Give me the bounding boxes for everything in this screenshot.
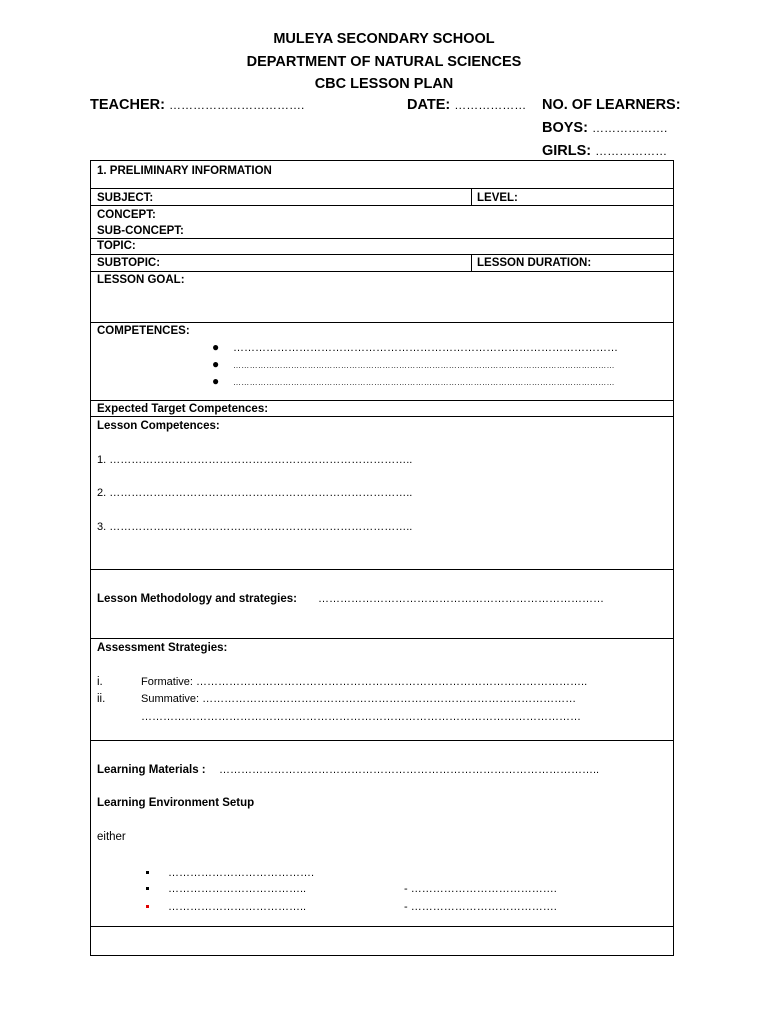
bullet-icon: ● [212, 340, 220, 354]
divider [90, 254, 674, 255]
divider [90, 926, 674, 927]
date-field [407, 97, 526, 113]
bullet-icon [146, 871, 149, 874]
lesson-competence-1[interactable]: 1. ……………………………………………………………………….. [97, 454, 413, 466]
setup-left-3[interactable]: ……………………………….. [168, 901, 307, 913]
girls-value[interactable]: ……………… [595, 144, 668, 158]
teacher-field [90, 97, 304, 113]
divider [90, 638, 674, 639]
divider [90, 400, 674, 401]
setup-right-1[interactable]: - …………………………………. [404, 883, 557, 895]
formative-line[interactable]: Formative: …………………………………………………………………………………………….. [141, 676, 588, 688]
materials-line[interactable]: ………………………………………………………………………………………….. [219, 764, 600, 776]
lesson-competence-3[interactable]: 3. ……………………………………………………………………….. [97, 521, 413, 533]
learners-label: NO. OF LEARNERS: [542, 97, 681, 113]
bullet-icon: ● [212, 374, 220, 388]
competences-label: COMPETENCES: [97, 325, 190, 337]
teacher-label: TEACHER: [90, 97, 165, 113]
boys-label: BOYS: [542, 120, 588, 136]
column-divider [471, 254, 472, 271]
department-name: DEPARTMENT OF NATURAL SCIENCES [246, 54, 522, 70]
divider [90, 569, 674, 570]
summative-number: ii. [97, 693, 106, 705]
teacher-value[interactable]: ……………………………. [168, 98, 305, 112]
lesson-duration-label[interactable]: LESSON DURATION: [477, 257, 592, 269]
level-label[interactable]: LEVEL: [477, 192, 518, 204]
divider [90, 188, 674, 189]
competence-line-3[interactable]: ………………………………………………………………………………………………………………………… [233, 378, 615, 387]
methodology-label: Lesson Methodology and strategies: [97, 593, 297, 605]
lesson-goal-label[interactable]: LESSON GOAL: [97, 274, 185, 286]
setup-left-1[interactable]: …………………………………. [168, 867, 315, 879]
materials-label: Learning Materials : [97, 764, 206, 776]
girls-field [542, 143, 667, 159]
subtopic-label[interactable]: SUBTOPIC: [97, 257, 161, 269]
date-label: DATE: [407, 97, 451, 113]
sub-concept-label[interactable]: SUB-CONCEPT: [97, 225, 184, 237]
divider [90, 271, 674, 272]
red-bullet-icon [146, 905, 149, 908]
setup-right-2[interactable]: - …………………………………. [404, 901, 557, 913]
setup-left-2[interactable]: ……………………………….. [168, 883, 307, 895]
boys-field [542, 120, 667, 136]
methodology-line[interactable]: …………………………………………………………………… [318, 593, 604, 605]
plan-title: CBC LESSON PLAN [314, 76, 454, 92]
formative-number: i. [97, 676, 103, 688]
environment-label: Learning Environment Setup [97, 797, 255, 809]
column-divider [471, 188, 472, 205]
bullet-icon [146, 887, 149, 890]
school-name: MULEYA SECONDARY SCHOOL [273, 31, 495, 47]
girls-label: GIRLS: [542, 143, 592, 159]
divider [90, 238, 674, 239]
concept-label[interactable]: CONCEPT: [97, 209, 156, 221]
divider [90, 416, 674, 417]
expected-target-label: Expected Target Competences: [97, 403, 269, 415]
divider [90, 322, 674, 323]
lesson-competence-2[interactable]: 2. ……………………………………………………………………….. [97, 487, 413, 499]
divider [90, 205, 674, 206]
preliminary-heading: 1. PRELIMINARY INFORMATION [97, 165, 272, 177]
bullet-icon: ● [212, 357, 220, 371]
topic-label[interactable]: TOPIC: [97, 240, 136, 252]
competence-line-2[interactable]: ………………………………………………………………………………………………………………………… [233, 361, 615, 370]
assessment-label: Assessment Strategies: [97, 642, 228, 654]
summative-line[interactable]: Summative: ………………………………………………………………………………………… [141, 693, 577, 705]
boys-value[interactable]: ………………. [591, 121, 668, 135]
subject-label[interactable]: SUBJECT: [97, 192, 154, 204]
summative-continuation[interactable]: ………………………………………………………………………………………………………… [141, 711, 581, 723]
competence-line-1[interactable]: …………………………………………………………………………………………… [233, 342, 618, 354]
date-value[interactable]: ……………… [454, 98, 527, 112]
either-text: either [97, 831, 126, 843]
lesson-competences-label: Lesson Competences: [97, 420, 220, 432]
divider [90, 740, 674, 741]
